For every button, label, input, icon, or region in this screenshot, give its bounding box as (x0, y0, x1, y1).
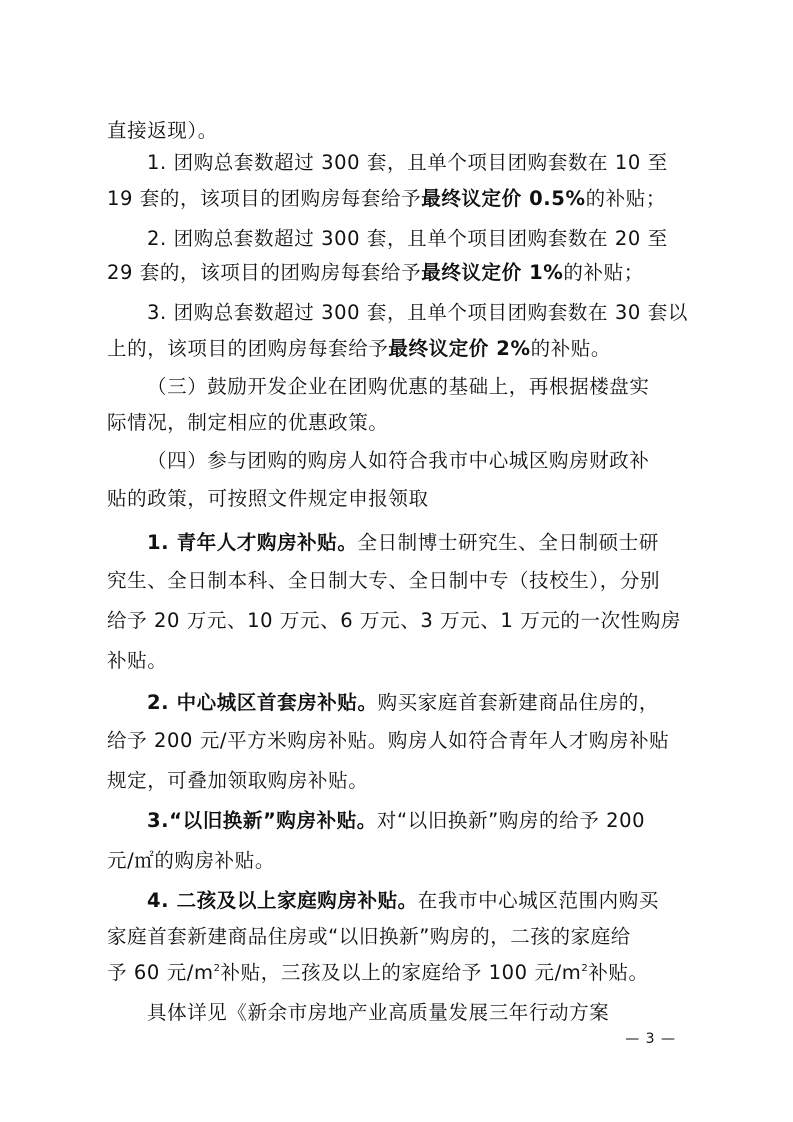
text-line (147, 150, 727, 176)
text-run: 具体详见《新余市房地产业高质量发展三年行动方案 (147, 1001, 610, 1024)
text-line (107, 924, 687, 950)
text-line (107, 118, 687, 144)
bold-text-run: 最终议定价 0.5% (421, 187, 586, 210)
text-line (107, 648, 687, 674)
text-line (107, 186, 687, 212)
text-run: 对“以旧换新”购房的给予 200 (376, 809, 646, 832)
text-run: 的补贴； (585, 187, 666, 210)
bold-text-run: 3.“以旧换新”购房补贴。 (147, 809, 377, 832)
text-run: 直接返现）。 (107, 119, 218, 142)
text-run: 补贴。 (107, 649, 168, 672)
superscript: 2 (581, 963, 589, 974)
text-line (107, 960, 687, 986)
text-line (147, 690, 727, 716)
text-run: 上的，该项目的团购房每套给予 (107, 337, 389, 360)
text-line (147, 530, 727, 556)
text-run: （四）参与团购的购房人如符合我市中心城区购房财政补 (147, 449, 650, 472)
text-run: 1. 团购总套数超过 300 套，且单个项目团购套数在 10 至 (147, 151, 668, 174)
bold-text-run: 最终议定价 2% (388, 337, 531, 360)
text-run: 补贴。 (588, 961, 649, 984)
superscript: 2 (213, 963, 221, 974)
text-run: 给予 200 元/平方米购房补贴。购房人如符合青年人才购房补贴 (107, 729, 670, 752)
text-run: 予 60 元/m (107, 961, 214, 984)
text-line (107, 260, 687, 286)
text-line (107, 336, 687, 362)
text-line (107, 768, 687, 794)
text-run: 的补贴。 (530, 337, 612, 360)
bold-text-run: 4. 二孩及以上家庭购房补贴。 (147, 889, 418, 912)
text-line (147, 888, 727, 914)
text-line (147, 448, 727, 474)
text-line (147, 374, 727, 400)
text-line (107, 608, 687, 634)
text-line (107, 848, 687, 874)
text-line (147, 1000, 727, 1026)
text-run: 际情况，制定相应的优惠政策。 (107, 411, 389, 434)
text-run: 购买家庭首套新建商品住房的， (377, 691, 659, 714)
text-run: 贴的政策，可按照文件规定申报领取 (107, 487, 429, 510)
text-line (107, 568, 687, 594)
text-run: 29 套的，该项目的团购房每套给予 (107, 261, 422, 284)
text-line (147, 226, 727, 252)
text-run: 全日制博士研究生、全日制硕士研 (357, 531, 659, 554)
text-run: 补贴，三孩及以上的家庭给予 100 元/m (220, 961, 582, 984)
page-number: — 3 — (625, 1031, 676, 1047)
text-line (107, 410, 687, 436)
text-run: 给予 20 万元、10 万元、6 万元、3 万元、1 万元的一次性购房 (107, 609, 682, 632)
bold-text-run: 1. 青年人才购房补贴。 (147, 531, 358, 554)
bold-text-run: 2. 中心城区首套房补贴。 (147, 691, 378, 714)
text-run: 的补贴； (563, 261, 644, 284)
text-run: （三）鼓励开发企业在团购优惠的基础上，再根据楼盘实 (147, 375, 650, 398)
text-run: 家庭首套新建商品住房或“以旧换新”购房的，二孩的家庭给 (107, 925, 631, 948)
text-run: 元/㎡的购房补贴。 (107, 849, 275, 872)
text-line (147, 808, 727, 834)
text-run: 规定，可叠加领取购房补贴。 (107, 769, 369, 792)
text-line (147, 300, 727, 326)
text-run: 究生、全日制本科、全日制大专、全日制中专（技校生），分别 (107, 569, 661, 592)
text-line (107, 486, 687, 512)
text-run: 3. 团购总套数超过 300 套，且单个项目团购套数在 30 套以 (147, 301, 688, 324)
text-line (107, 728, 687, 754)
text-run: 在我市中心城区范围内购买 (417, 889, 659, 912)
bold-text-run: 最终议定价 1% (421, 261, 564, 284)
text-run: 19 套的，该项目的团购房每套给予 (107, 187, 422, 210)
text-run: 2. 团购总套数超过 300 套，且单个项目团购套数在 20 至 (147, 227, 668, 250)
